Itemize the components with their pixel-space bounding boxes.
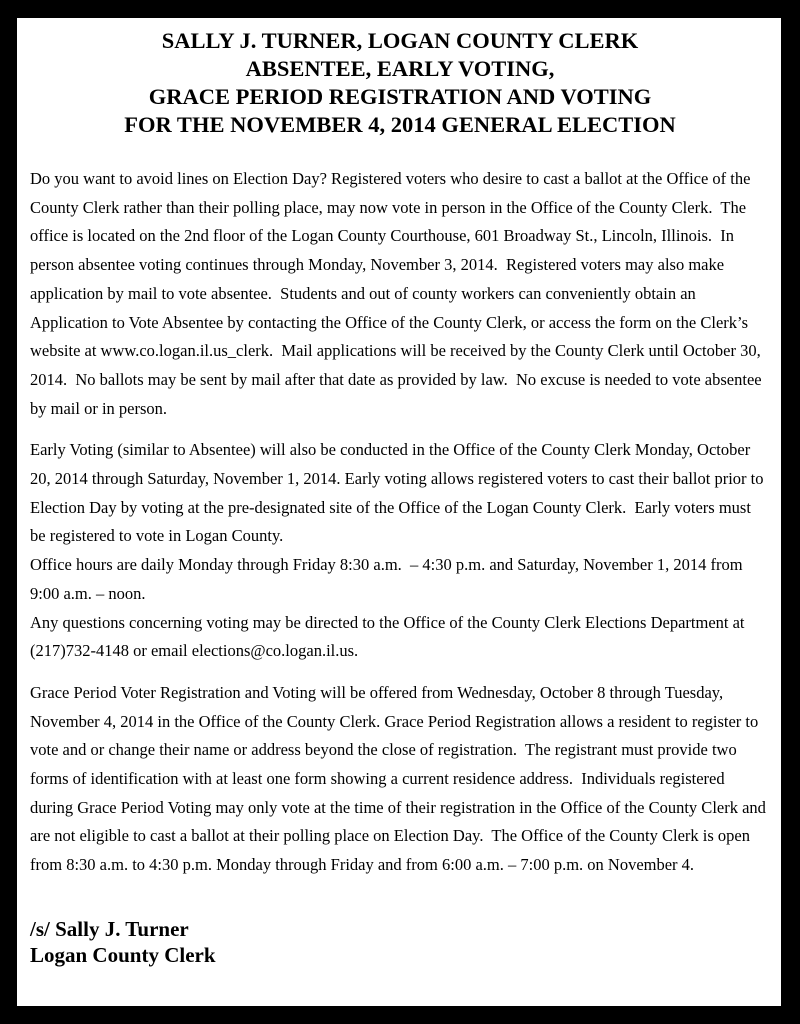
document-title bbox=[30, 27, 770, 139]
title-line-absentee: ABSENTEE, EARLY VOTING, bbox=[245, 56, 555, 81]
title-line-election-date: FOR THE NOVEMBER 4, 2014 GENERAL ELECTION bbox=[124, 112, 676, 137]
paragraph-early-voting bbox=[30, 436, 770, 666]
title-line-clerk-name: SALLY J. TURNER, LOGAN COUNTY CLERK bbox=[161, 28, 639, 53]
paragraph-text: Early Voting (similar to Absentee) will also be conducted in the Office of the County Clerk Monday, October 20, 2014 through Saturday, November 1, 2014. Early voting allows registered voters to cast their ballot prior to Election Day by voting at the pre-designated site of the Office of the Logan County Clerk. Early voters must be registered to vote in Logan County. bbox=[30, 440, 768, 546]
signature-title: Logan County Clerk bbox=[30, 943, 216, 968]
document-page bbox=[17, 18, 781, 1006]
paragraph-text: Do you want to avoid lines on Election Day? Registered voters who desire to cast a ballot at the Office of the County Clerk rather than their polling place, may now vote in person in the Office of the County Clerk. The office is located on the 2nd floor of the Logan County Courthouse, 601 Broadway St., Lincoln, Illinois. In person absentee voting continues through Monday, November 3, 2014. Registered voters may also make application by mail to vote absentee. Students and out of county workers can conveniently obtain an Application to Vote Absentee by contacting the Office of the County Clerk, or access the form on the Clerk’s website at www.co.logan.il.us_clerk. Mail applications will be received by the County Clerk until October 30, 2014. No ballots may be sent by mail after that date as provided by law. No excuse is needed to vote absentee by mail or in person. bbox=[30, 169, 766, 418]
document-body bbox=[30, 165, 770, 880]
signature-name: /s/ Sally J. Turner bbox=[30, 916, 189, 941]
contact-info-text: Any questions concerning voting may be directed to the Office of the County Clerk Elections Department at (217)732-4148 or email elections@co.logan.il.us. bbox=[30, 612, 749, 661]
paragraph-grace-period bbox=[30, 679, 770, 880]
paragraph-absentee-voting bbox=[30, 165, 770, 423]
paragraph-text: Grace Period Voter Registration and Voting will be offered from Wednesday, October 8 through Tuesday, November 4, 2014 in the Office of the County Clerk. Grace Period Registration allows a resident to register to vote and or change their name or address beyond the close of registration. The registrant must provide two forms of identification with at least one form showing a current residence address. Individuals registered during Grace Period Voting may only vote at the time of their registration in the Office of the County Clerk and are not eligible to cast a ballot at their polling place on Election Day. The Office of the County Clerk is open from 8:30 a.m. to 4:30 p.m. Monday through Friday and from 6:00 a.m. – 7:00 p.m. on November 4. bbox=[30, 682, 771, 875]
office-hours-text: Office hours are daily Monday through Friday 8:30 a.m. – 4:30 p.m. and Saturday, November 1, 2014 from 9:00 a.m. – noon. bbox=[30, 555, 747, 603]
title-line-grace-period: GRACE PERIOD REGISTRATION AND VOTING bbox=[148, 84, 652, 109]
signature-block bbox=[30, 916, 770, 969]
